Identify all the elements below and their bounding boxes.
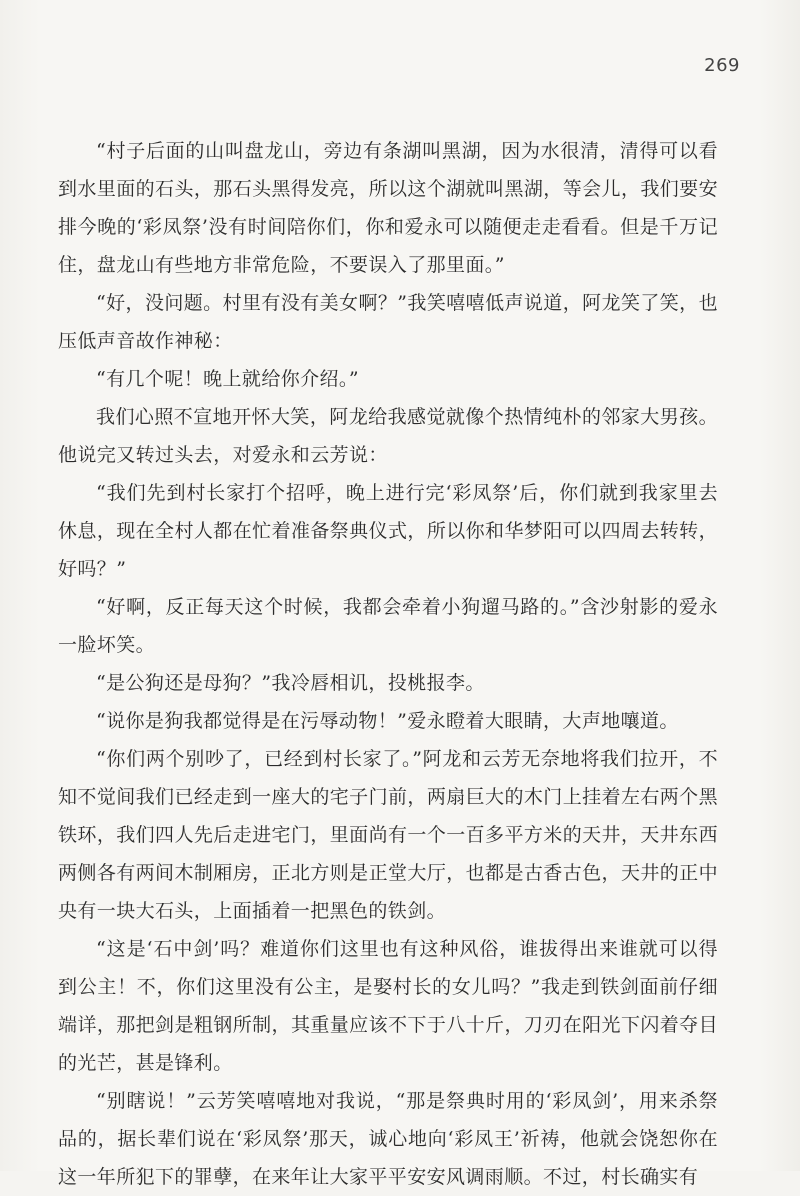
paragraph: “我们先到村长家打个招呼，晚上进行完‘彩凤祭’后，你们就到我家里去休息，现在全村人都在忙着准备祭典仪式，所以你和华梦阳可以四周去转转，好吗？” <box>58 482 718 580</box>
paragraph: “是公狗还是母狗？”我冷唇相讥，投桃报李。 <box>96 672 485 694</box>
paragraph: “你们两个别吵了，已经到村长家了。”阿龙和云芳无奈地将我们拉开，不知不觉间我们已经走到一座大的宅子门前，两扇巨大的木门上挂着左右两个黑铁环，我们四人先后走进宅门，里面尚有一个一百多平方米的天井，天井东西两侧各有两间木制厢房，正北方则是正堂大厅，也都是古香古色，天井的正中央有一块大石头，上面插着一把黑色的铁剑。 <box>58 748 718 922</box>
paragraph: “别瞎说！”云芳笑嘻嘻地对我说，“那是祭典时用的‘彩凤剑’，用来杀祭品的，据长辈们说在‘彩凤祭’那天，诚心地向‘彩凤王’祈祷，他就会饶恕你在这一年所犯下的罪孽，在来年让大家平平安安风调雨顺。不过，村长确实有 <box>58 1090 718 1188</box>
paragraph: “好，没问题。村里有没有美女啊？”我笑嘻嘻低声说道，阿龙笑了笑，也压低声音故作神秘： <box>58 292 718 352</box>
page-number: 269 <box>704 55 740 76</box>
paragraph: “这是‘石中剑’吗？难道你们这里也有这种风俗，谁拔得出来谁就可以得到公主！不，你们这里没有公主，是娶村长的女儿吗？”我走到铁剑面前仔细端详，那把剑是粗钢所制，其重量应该不下于八十斤，刀刃在阳光下闪着夺目的光芒，甚是锋利。 <box>58 938 718 1074</box>
paragraph: “好啊，反正每天这个时候，我都会牵着小狗遛马路的。”含沙射影的爱永一脸坏笑。 <box>58 596 718 656</box>
paragraph: “村子后面的山叫盘龙山，旁边有条湖叫黑湖，因为水很清，清得可以看到水里面的石头，那石头黑得发亮，所以这个湖就叫黑湖，等会儿，我们要安排今晚的‘彩凤祭’没有时间陪你们，你和爱永可以随便走走看看。但是千万记住，盘龙山有些地方非常危险，不要误入了那里面。” <box>58 140 718 276</box>
paragraph: “有几个呢！晚上就给你介绍。” <box>96 368 359 390</box>
paragraph: 我们心照不宣地开怀大笑，阿龙给我感觉就像个热情纯朴的邻家大男孩。他说完又转过头去，对爱永和云芳说： <box>58 406 718 466</box>
paragraph: “说你是狗我都觉得是在污辱动物！”爱永瞪着大眼睛，大声地嚷道。 <box>96 710 679 732</box>
body-text <box>58 132 718 1196</box>
